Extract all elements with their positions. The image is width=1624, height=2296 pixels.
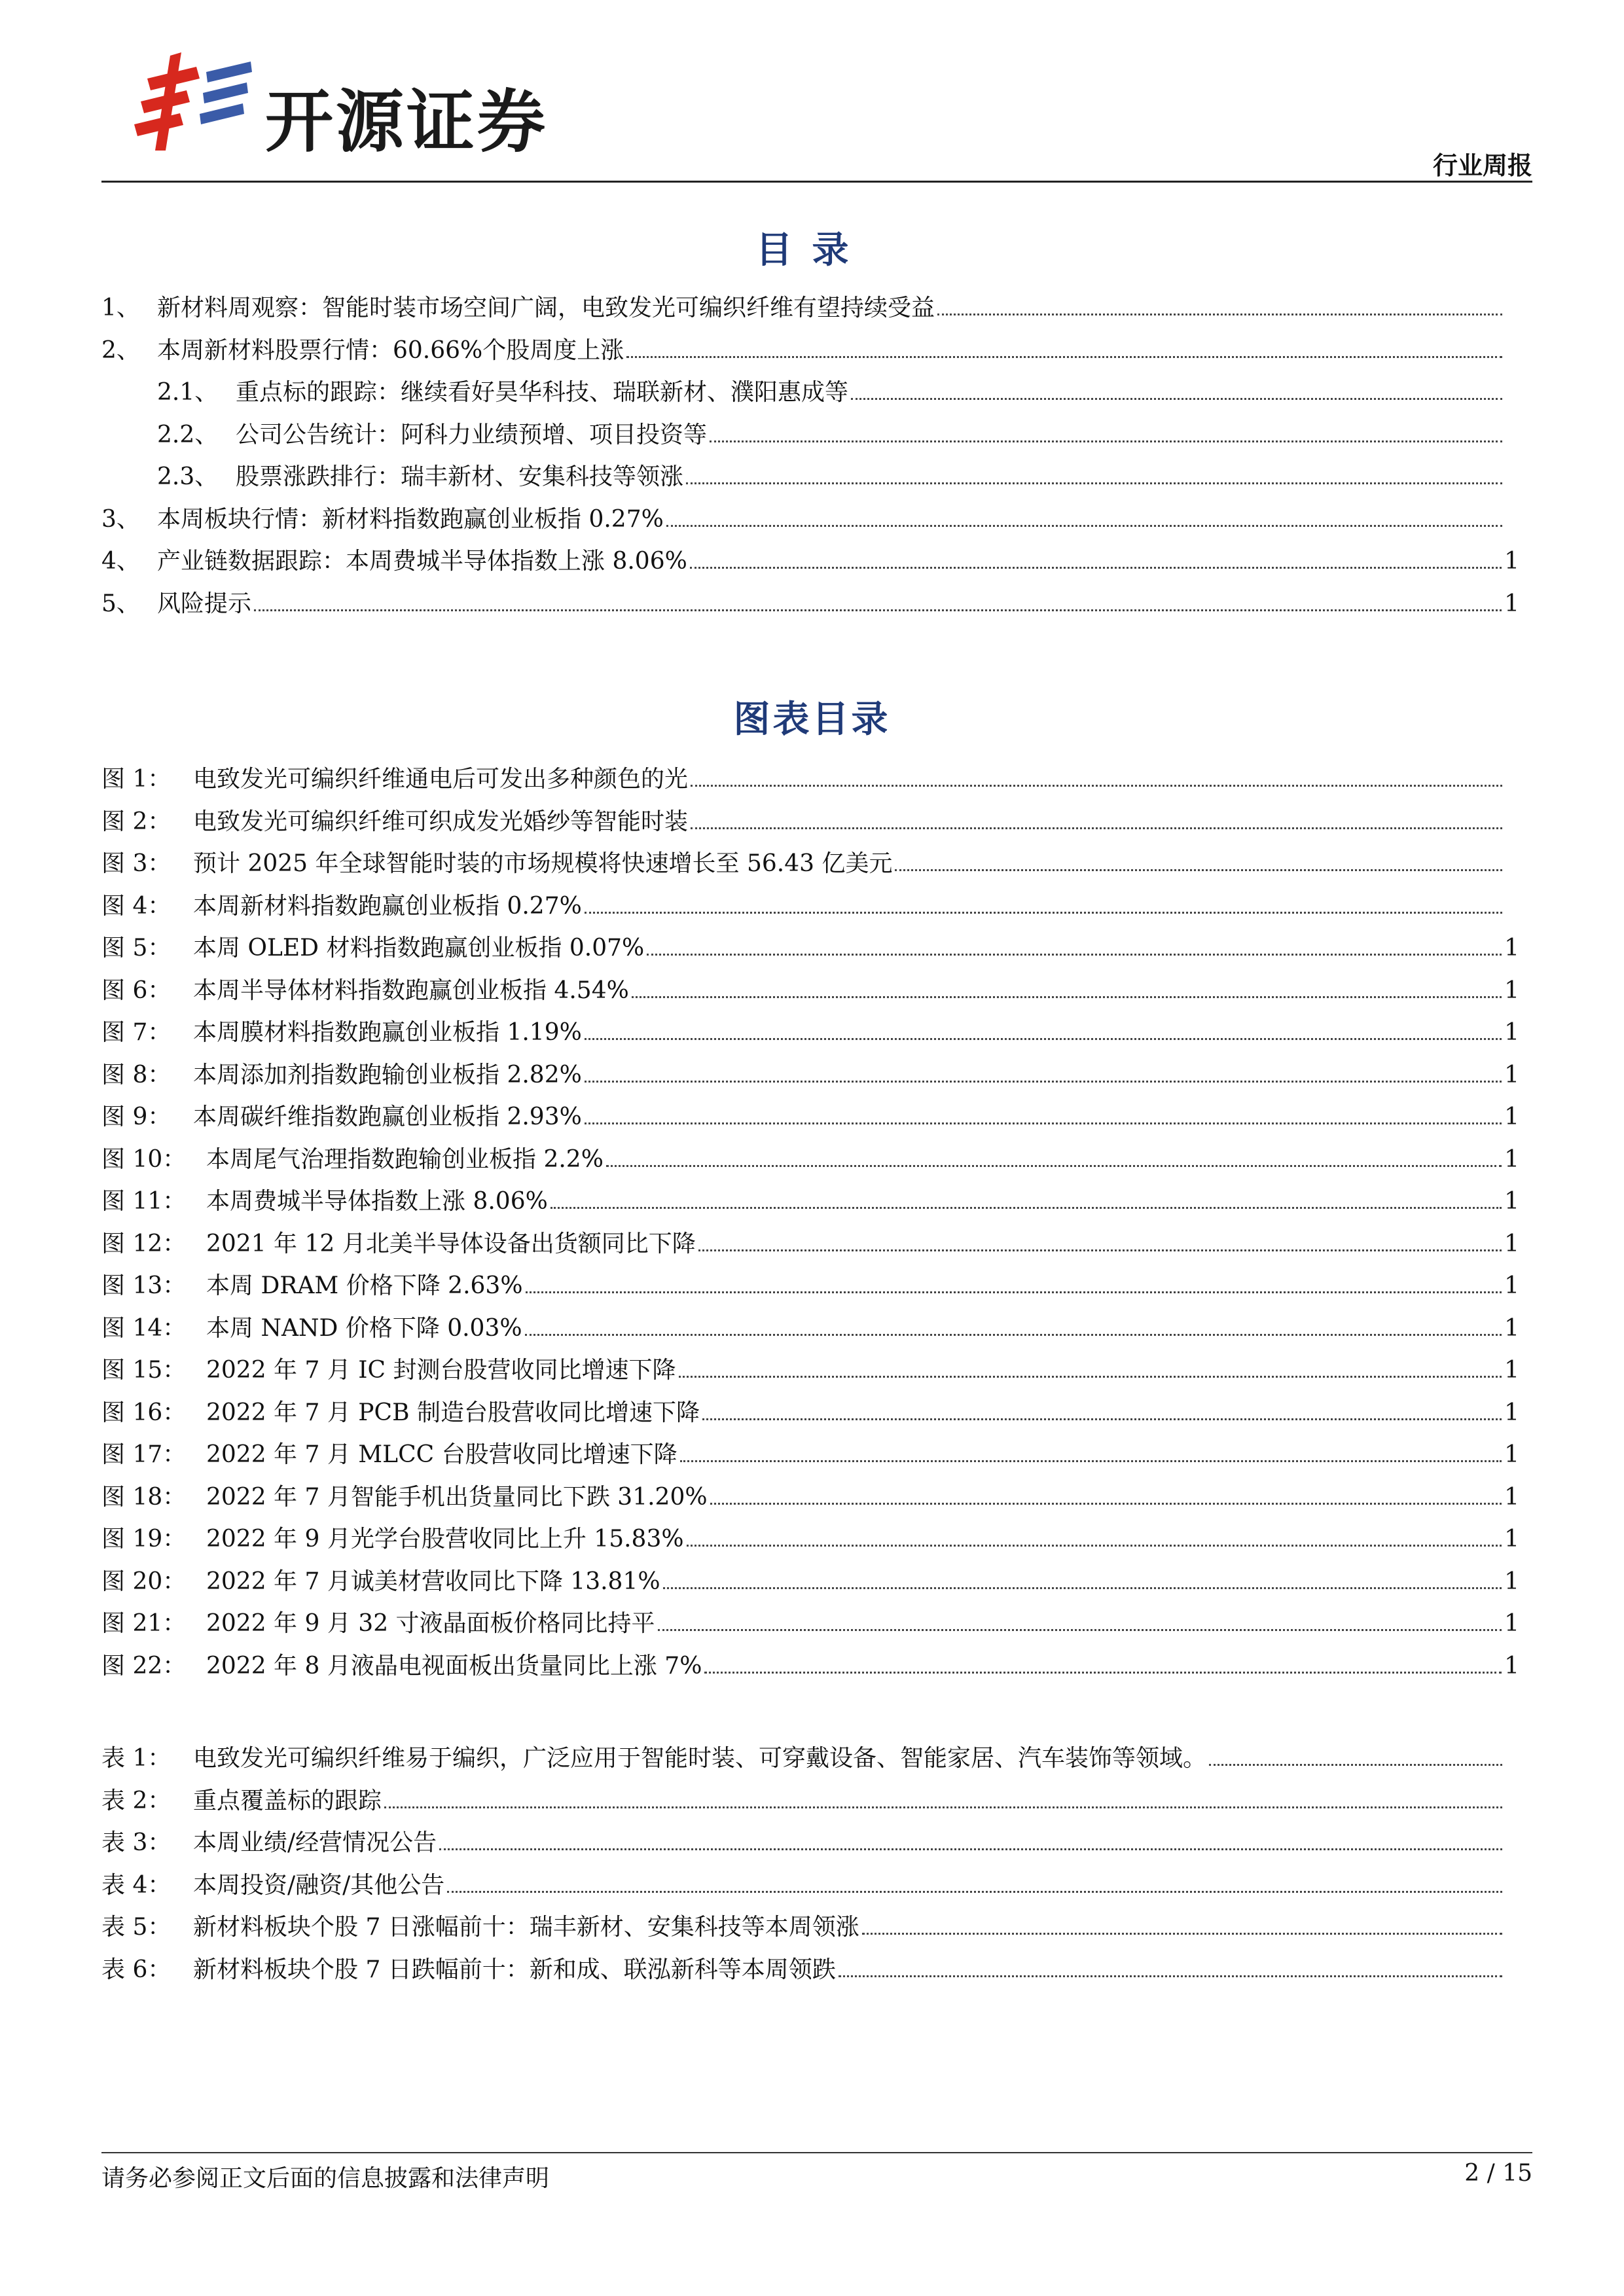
toc-entry-number: 2.1、 xyxy=(157,379,219,406)
leader-dots xyxy=(851,382,1502,400)
figure-entry[interactable] xyxy=(101,888,1519,930)
figures-list xyxy=(101,761,1519,1689)
toc-entry[interactable] xyxy=(101,501,1519,543)
leader-dots xyxy=(686,466,1502,484)
figure-title: 2022 年 7 月诚美材营收同比下降 13.81% xyxy=(206,1568,660,1595)
figure-number: 图 20： xyxy=(101,1568,187,1595)
figure-entry[interactable] xyxy=(101,972,1519,1014)
table-entry[interactable] xyxy=(101,1824,1519,1867)
table-title: 新材料板块个股 7 日涨幅前十：瑞丰新材、安集科技等本周领涨 xyxy=(193,1914,859,1941)
figure-entry[interactable] xyxy=(101,1225,1519,1268)
toc-entry-title: 公司公告统计：阿科力业绩预增、项目投资等 xyxy=(236,421,708,448)
leader-dots xyxy=(663,1570,1502,1588)
leader-dots xyxy=(632,979,1502,997)
figure-title: 本周尾气治理指数跑输创业板指 2.2% xyxy=(206,1145,604,1173)
leader-dots xyxy=(626,339,1502,357)
toc-entry-number: 2.3、 xyxy=(157,463,219,490)
leader-dots xyxy=(585,1064,1502,1082)
figure-page: 1 xyxy=(1504,1230,1519,1257)
figure-title: 本周膜材料指数跑赢创业板指 1.19% xyxy=(193,1019,582,1046)
figure-page: 1 xyxy=(1504,1652,1519,1679)
figure-entry[interactable] xyxy=(101,761,1519,803)
toc-entry-title: 股票涨跌排行：瑞丰新材、安集科技等领涨 xyxy=(236,463,684,490)
figure-number: 图 7： xyxy=(101,1019,171,1046)
leader-dots xyxy=(937,297,1502,315)
toc-heading: 目录 xyxy=(755,229,869,272)
toc-entry[interactable] xyxy=(101,416,1519,459)
toc-entry-number: 3、 xyxy=(101,505,140,533)
leader-dots xyxy=(384,1789,1502,1808)
table-title: 本周投资/融资/其他公告 xyxy=(193,1871,445,1899)
toc-entry-title: 本周板块行情：新材料指数跑赢创业板指 0.27% xyxy=(157,505,664,533)
tables-list xyxy=(101,1740,1519,1993)
table-title: 本周业绩/经营情况公告 xyxy=(193,1829,437,1856)
figure-entry[interactable] xyxy=(101,1479,1519,1521)
figure-number: 图 17： xyxy=(101,1441,187,1468)
table-title: 电致发光可编织纤维易于编织，广泛应用于智能时装、可穿戴设备、智能家居、汽车装饰等领域。 xyxy=(193,1745,1207,1772)
table-number: 表 4： xyxy=(101,1871,171,1899)
toc-entry-number: 4、 xyxy=(101,548,140,575)
toc-entry-title: 本周新材料股票行情：60.66%个股周度上涨 xyxy=(157,336,624,364)
footer-divider xyxy=(101,2152,1532,2153)
table-entry[interactable] xyxy=(101,1867,1519,1909)
figure-number: 图 21： xyxy=(101,1610,187,1637)
toc-entry-number: 5、 xyxy=(101,590,140,617)
leader-dots xyxy=(690,550,1502,569)
figure-title: 电致发光可编织纤维可织成发光婚纱等智能时装 xyxy=(193,808,689,835)
figure-number: 图 22： xyxy=(101,1652,187,1679)
leader-dots xyxy=(585,1106,1502,1124)
figure-number: 图 10： xyxy=(101,1145,187,1173)
toc-list xyxy=(101,289,1519,627)
figure-number: 图 1： xyxy=(101,766,171,793)
toc-entry-title: 风险提示 xyxy=(157,590,252,617)
leader-dots xyxy=(447,1874,1502,1892)
toc-entry-title: 新材料周观察：智能时装市场空间广阔，电致发光可编织纤维有望持续受益 xyxy=(157,295,935,321)
leader-dots xyxy=(710,1486,1502,1504)
figure-number: 图 16： xyxy=(101,1399,187,1426)
table-entry[interactable] xyxy=(101,1951,1519,1994)
figure-page: 1 xyxy=(1504,1272,1519,1299)
toc-entry-title: 产业链数据跟踪：本周费城半导体指数上涨 8.06% xyxy=(157,548,687,575)
figures-heading: 图表目录 xyxy=(733,698,891,741)
document-type: 行业周报 xyxy=(1432,151,1532,180)
figure-page: 1 xyxy=(1504,1019,1519,1046)
figure-title: 本周 OLED 材料指数跑赢创业板指 0.07% xyxy=(193,935,645,961)
figure-number: 图 3： xyxy=(101,850,171,877)
leader-dots xyxy=(647,937,1502,956)
figure-entry[interactable] xyxy=(101,1647,1519,1690)
figure-entry[interactable] xyxy=(101,1141,1519,1183)
leader-dots xyxy=(526,1275,1502,1293)
figure-entry[interactable] xyxy=(101,1352,1519,1394)
logo-text: 开源证券 xyxy=(265,82,549,162)
figure-page: 1 xyxy=(1504,1103,1519,1130)
toc-entry-number: 1、 xyxy=(101,295,140,321)
figure-title: 本周新材料指数跑赢创业板指 0.27% xyxy=(193,892,582,920)
table-number: 表 1： xyxy=(101,1745,171,1772)
figure-entry[interactable] xyxy=(101,1310,1519,1352)
figure-entry[interactable] xyxy=(101,1563,1519,1605)
disclaimer-text: 请务必参阅正文后面的信息披露和法律声明 xyxy=(101,2165,550,2192)
table-number: 表 5： xyxy=(101,1914,171,1941)
toc-entry-page: 1 xyxy=(1504,548,1519,575)
leader-dots xyxy=(658,1613,1502,1631)
figure-entry[interactable] xyxy=(101,1056,1519,1099)
figure-page: 1 xyxy=(1504,1526,1519,1552)
figure-title: 2022 年 9 月 32 寸液晶面板价格同比持平 xyxy=(206,1610,655,1637)
figure-title: 2021 年 12 月北美半导体设备出货额同比下降 xyxy=(206,1230,696,1257)
leader-dots xyxy=(691,810,1502,829)
figure-page: 1 xyxy=(1504,1145,1519,1173)
toc-entry-page: 1 xyxy=(1504,590,1519,617)
figure-title: 预计 2025 年全球智能时装的市场规模将快速增长至 56.43 亿美元 xyxy=(193,850,893,877)
leader-dots xyxy=(666,508,1502,526)
table-entry[interactable] xyxy=(101,1740,1519,1782)
leader-dots xyxy=(585,1022,1502,1040)
figure-entry[interactable] xyxy=(101,1098,1519,1141)
figure-entry[interactable] xyxy=(101,929,1519,972)
figure-number: 图 12： xyxy=(101,1230,187,1257)
figure-number: 图 5： xyxy=(101,935,171,961)
leader-dots xyxy=(606,1148,1502,1166)
figure-title: 本周费城半导体指数上涨 8.06% xyxy=(206,1188,548,1215)
figure-page: 1 xyxy=(1504,1357,1519,1384)
figure-title: 2022 年 7 月 MLCC 台股营收同比增速下降 xyxy=(206,1441,677,1468)
leader-dots xyxy=(687,1528,1502,1547)
figure-entry[interactable] xyxy=(101,845,1519,888)
toc-entry[interactable] xyxy=(101,458,1519,501)
table-title: 新材料板块个股 7 日跌幅前十：新和成、联泓新科等本周领跌 xyxy=(193,1956,836,1983)
table-entry[interactable] xyxy=(101,1782,1519,1825)
figure-page: 1 xyxy=(1504,1061,1519,1088)
figure-entry[interactable] xyxy=(101,1436,1519,1479)
figure-number: 图 6： xyxy=(101,977,171,1004)
figure-title: 本周 DRAM 价格下降 2.63% xyxy=(206,1272,523,1299)
figure-number: 图 9： xyxy=(101,1103,171,1130)
toc-entry-title: 重点标的跟踪：继续看好昊华科技、瑞联新材、濮阳惠成等 xyxy=(236,379,849,406)
table-number: 表 2： xyxy=(101,1787,171,1814)
leader-dots xyxy=(839,1958,1502,1977)
figure-page: 1 xyxy=(1504,1610,1519,1637)
figure-number: 图 8： xyxy=(101,1061,171,1088)
figure-title: 2022 年 7 月 IC 封测台股营收同比增速下降 xyxy=(206,1357,676,1384)
figure-entry[interactable] xyxy=(101,1394,1519,1437)
figure-number: 图 11： xyxy=(101,1188,187,1215)
leader-dots xyxy=(254,592,1502,611)
leader-dots xyxy=(698,1232,1502,1251)
figure-entry[interactable] xyxy=(101,1183,1519,1225)
leader-dots xyxy=(862,1916,1502,1935)
leader-dots xyxy=(704,1655,1502,1673)
toc-entry[interactable] xyxy=(101,374,1519,416)
figure-number: 图 13： xyxy=(101,1272,187,1299)
leader-dots xyxy=(1209,1748,1502,1766)
figure-title: 本周碳纤维指数跑赢创业板指 2.93% xyxy=(193,1103,582,1130)
leader-dots xyxy=(680,1444,1502,1462)
leader-dots xyxy=(525,1317,1502,1335)
figure-number: 图 15： xyxy=(101,1357,187,1384)
leader-dots xyxy=(439,1832,1502,1850)
figure-number: 图 14： xyxy=(101,1314,187,1342)
figure-entry[interactable] xyxy=(101,1605,1519,1647)
figure-page: 1 xyxy=(1504,935,1519,961)
figure-number: 图 18： xyxy=(101,1483,187,1511)
page-number: 2 / 15 xyxy=(1464,2160,1532,2187)
leader-dots xyxy=(679,1359,1502,1378)
toc-entry[interactable] xyxy=(101,585,1519,628)
table-number: 表 3： xyxy=(101,1829,171,1856)
figure-number: 图 2： xyxy=(101,808,171,835)
figure-page: 1 xyxy=(1504,1483,1519,1511)
leader-dots xyxy=(702,1401,1502,1420)
kaiyuan-logo-icon xyxy=(134,52,252,151)
figure-page: 1 xyxy=(1504,1399,1519,1426)
figure-title: 本周添加剂指数跑输创业板指 2.82% xyxy=(193,1061,582,1088)
toc-entry[interactable] xyxy=(101,289,1519,332)
figure-entry[interactable] xyxy=(101,1014,1519,1056)
leader-dots xyxy=(710,423,1502,442)
figure-page: 1 xyxy=(1504,1568,1519,1595)
figure-title: 2022 年 9 月光学台股营收同比上升 15.83% xyxy=(206,1526,684,1552)
figure-number: 图 4： xyxy=(101,892,171,920)
table-entry[interactable] xyxy=(101,1909,1519,1951)
leader-dots xyxy=(585,895,1502,913)
figure-page: 1 xyxy=(1504,1188,1519,1215)
figure-entry[interactable] xyxy=(101,803,1519,846)
toc-entry-number: 2、 xyxy=(101,336,140,364)
leader-dots xyxy=(550,1191,1502,1209)
toc-entry-number: 2.2、 xyxy=(157,421,219,448)
figure-entry[interactable] xyxy=(101,1267,1519,1310)
figure-title: 2022 年 7 月智能手机出货量同比下跌 31.20% xyxy=(206,1483,708,1511)
leader-dots xyxy=(895,853,1502,871)
figure-page: 1 xyxy=(1504,977,1519,1004)
figure-title: 本周 NAND 价格下降 0.03% xyxy=(206,1314,522,1342)
toc-entry[interactable] xyxy=(101,332,1519,374)
table-title: 重点覆盖标的跟踪 xyxy=(193,1787,382,1814)
figure-entry[interactable] xyxy=(101,1520,1519,1563)
figure-page: 1 xyxy=(1504,1441,1519,1468)
figure-title: 2022 年 8 月液晶电视面板出货量同比上涨 7% xyxy=(206,1652,702,1679)
figure-title: 本周半导体材料指数跑赢创业板指 4.54% xyxy=(193,977,629,1004)
header-divider xyxy=(101,181,1532,183)
figure-page: 1 xyxy=(1504,1314,1519,1342)
figure-title: 电致发光可编织纤维通电后可发出多种颜色的光 xyxy=(193,766,689,793)
figure-title: 2022 年 7 月 PCB 制造台股营收同比增速下降 xyxy=(206,1399,700,1426)
leader-dots xyxy=(691,768,1502,787)
figure-number: 图 19： xyxy=(101,1526,187,1552)
toc-entry[interactable] xyxy=(101,543,1519,585)
table-number: 表 6： xyxy=(101,1956,171,1983)
